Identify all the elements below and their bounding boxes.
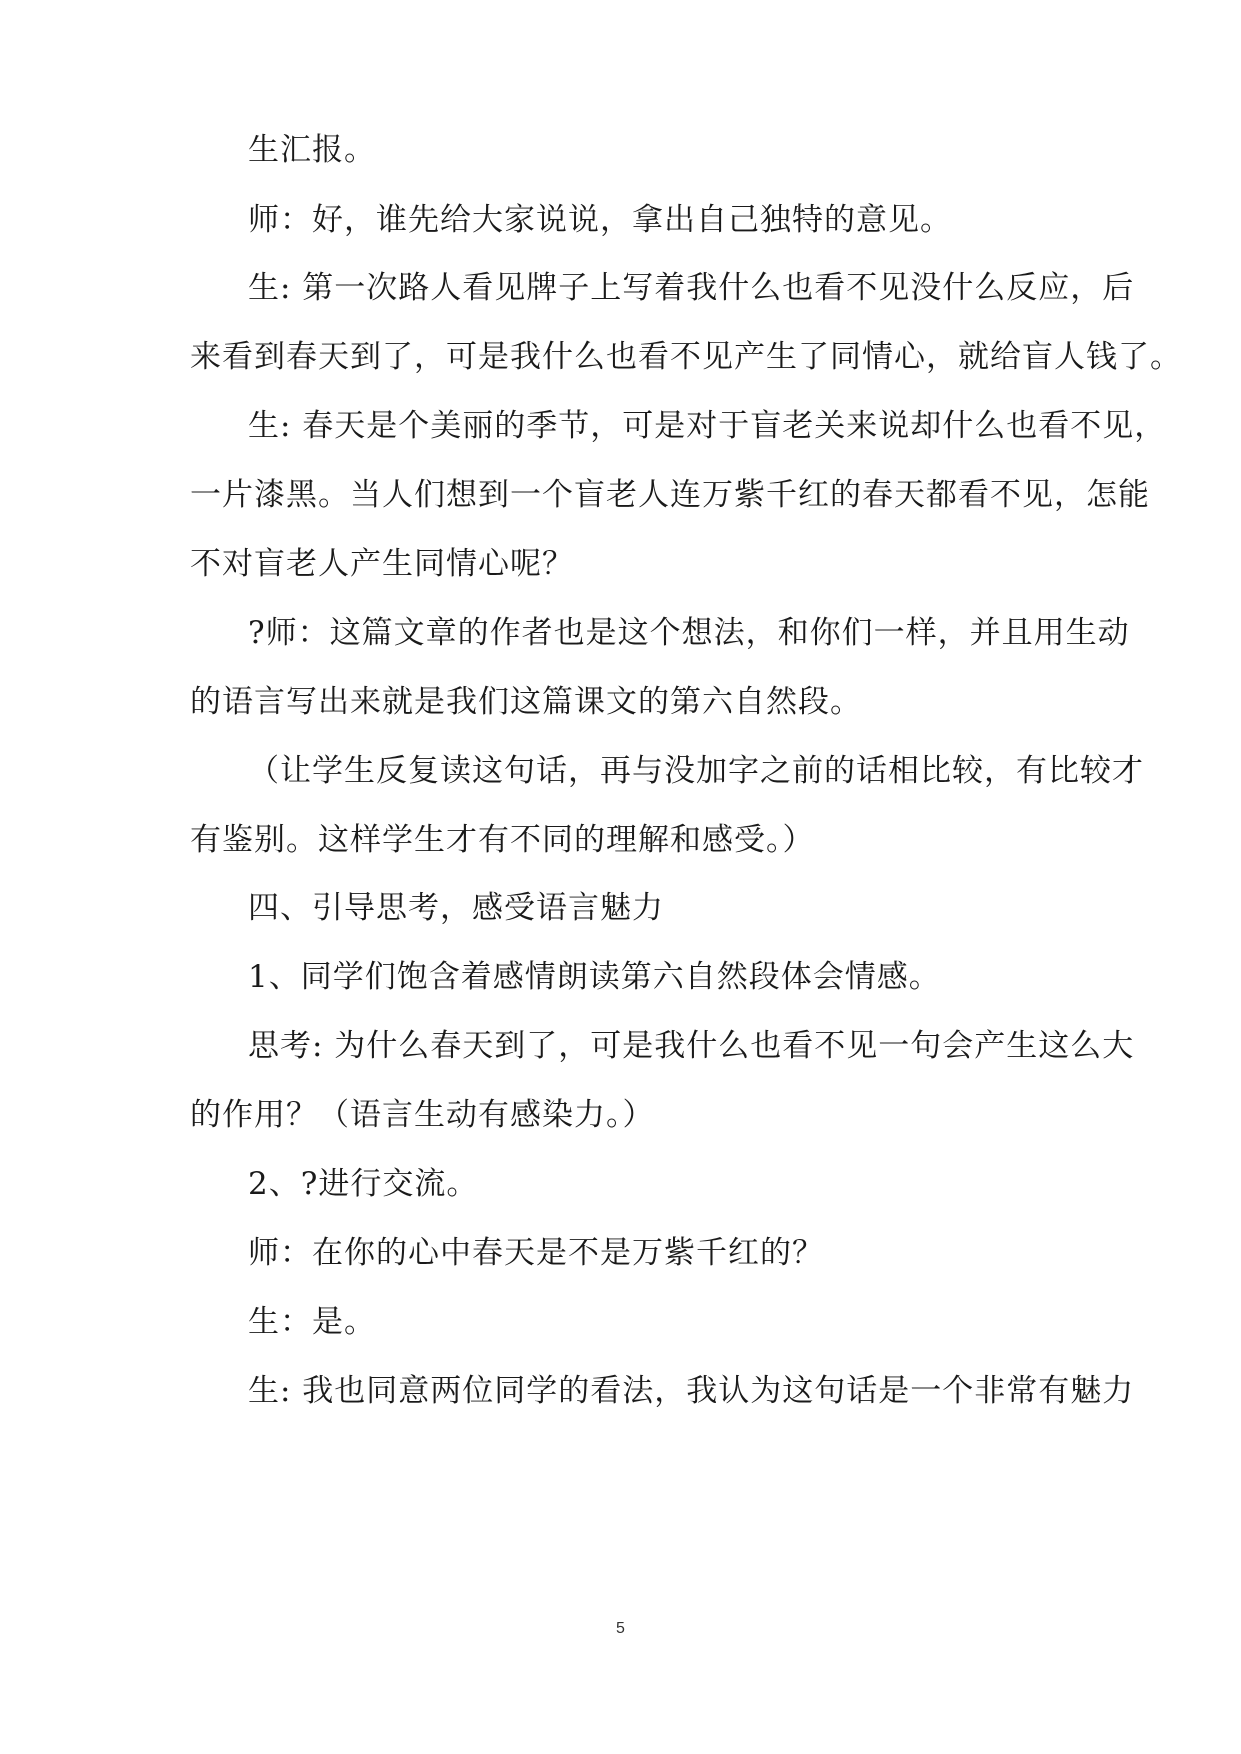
paragraph-line: 2、?进行交流。 — [248, 1166, 479, 1202]
paragraph-line: 生: 第一次路人看见牌子上写着我什么也看不见没什么反应，后 — [248, 270, 1135, 306]
paragraph-line: 的语言写出来就是我们这篇课文的第六自然段。 — [190, 684, 862, 720]
paragraph-line: ?师：这篇文章的作者也是这个想法，和你们一样，并且用生动 — [248, 615, 1130, 651]
paragraph-line: 来看到春天到了，可是我什么也看不见产生了同情心，就给盲人钱了。 — [190, 339, 1182, 375]
paragraph-line: （让学生反复读这句话，再与没加字之前的话相比较，有比较才 — [248, 753, 1144, 789]
page-number: 5 — [616, 1620, 625, 1637]
paragraph-line: 不对盲老人产生同情心呢？ — [190, 546, 574, 582]
paragraph-line: 生汇报。 — [248, 132, 376, 168]
paragraph-line: 师：好，谁先给大家说说，拿出自己独特的意见。 — [248, 202, 952, 238]
paragraph-line: 生：是。 — [248, 1304, 376, 1340]
paragraph-line: 思考: 为什么春天到了，可是我什么也看不见一句会产生这么大 — [248, 1028, 1135, 1064]
paragraph-line: 师：在你的心中春天是不是万紫千红的？ — [248, 1235, 824, 1271]
paragraph-line: 生: 我也同意两位同学的看法，我认为这句话是一个非常有魅力 — [248, 1373, 1135, 1409]
paragraph-line: 的作用？（语言生动有感染力。） — [190, 1097, 655, 1133]
paragraph-line: 有鉴别。这样学生才有不同的理解和感受。） — [190, 822, 815, 858]
section-heading: 四、引导思考，感受语言魅力 — [248, 890, 664, 926]
paragraph-line: 1、同学们饱含着感情朗读第六自然段体会情感。 — [248, 959, 941, 995]
paragraph-line: 一片漆黑。当人们想到一个盲老人连万紫千红的春天都看不见，怎能 — [190, 477, 1150, 513]
paragraph-line: 生: 春天是个美丽的季节，可是对于盲老关来说却什么也看不见， — [248, 408, 1167, 444]
